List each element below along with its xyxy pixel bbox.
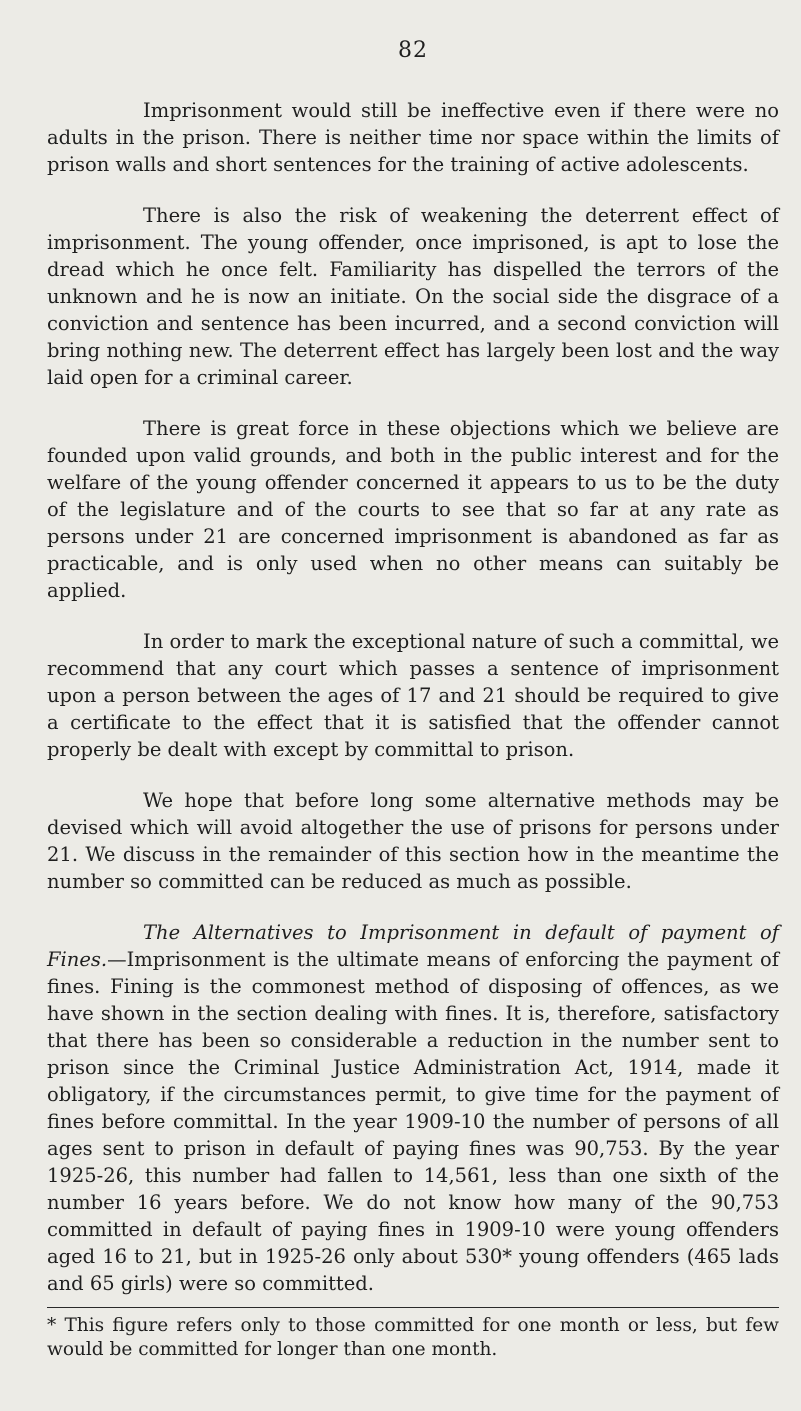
- body-text: [47, 97, 779, 1297]
- paragraph-6-text: —Imprisonment is the ultimate means of enforcing the payment of fines. Fining is the commonest method of disposing of offences, as we have shown in the section dealing with fines. It is, therefore, satisfactory that there has been so considerable a reduction in the number sent to prison since the Criminal Justice Administration Act, 1914, made it obligatory, if the circumstances permit, to give time for the payment of fines before committal. In the year 1909-10 the number of persons of all ages sent to prison in default of paying fines was 90,753. By the year 1925-26, this number had fallen to 14,561, less than one sixth of the number 16 years before. We do not know how many of the 90,753 committed in default of paying fines in 1909-10 were young offenders aged 16 to 21, but in 1925-26 only about 530* young offenders (465 lads and 65 girls) were so committed.: [47, 948, 779, 1295]
- paragraph-4: In order to mark the exceptional nature of such a committal, we recommend that any court which passes a sentence of imprisonment upon a person between the ages of 17 and 21 should be required to give a certificate to the effect that it is satisfied that the offender cannot properly be dealt with except by committal to prison.: [47, 630, 779, 761]
- paragraph-5: We hope that before long some alternative methods may be devised which will avoid altogether the use of prisons for persons under 21. We discuss in the remainder of this section how in the meantime the number so committed can be reduced as much as possible.: [47, 789, 779, 893]
- paragraph-2: There is also the risk of weakening the deterrent effect of imprisonment. The young offender, once imprisoned, is apt to lose the dread which he once felt. Familiarity has dispelled the terrors of the unknown and he is now an initiate. On the social side the disgrace of a conviction and sentence has been incurred, and a second conviction will bring nothing new. The deterrent effect has largely been lost and the way laid open for a criminal career.: [47, 204, 779, 389]
- paragraph-3: There is great force in these objections which we believe are founded upon valid grounds, and both in the public interest and for the welfare of the young offender concerned it appears to us to be the duty of the legislature and of the courts to see that so far at any rate as persons under 21 are concerned imprisonment is abandoned as far as practicable, and is only used when no other means can suitably be applied.: [47, 417, 779, 602]
- footnote: * This figure refers only to those committed for one month or less, but few would be committed for longer than one month.: [47, 1315, 779, 1360]
- page-number: 82: [398, 38, 428, 63]
- footnote-rule: [47, 1307, 779, 1308]
- paragraph-6: [47, 919, 779, 1297]
- section-heading: The Alternatives to Imprisonment in default of payment of Fines.: [47, 921, 779, 971]
- paragraph-1: Imprisonment would still be ineffective even if there were no adults in the prison. There is neither time nor space within the limits of prison walls and short sentences for the training of active adolescents.: [47, 99, 779, 176]
